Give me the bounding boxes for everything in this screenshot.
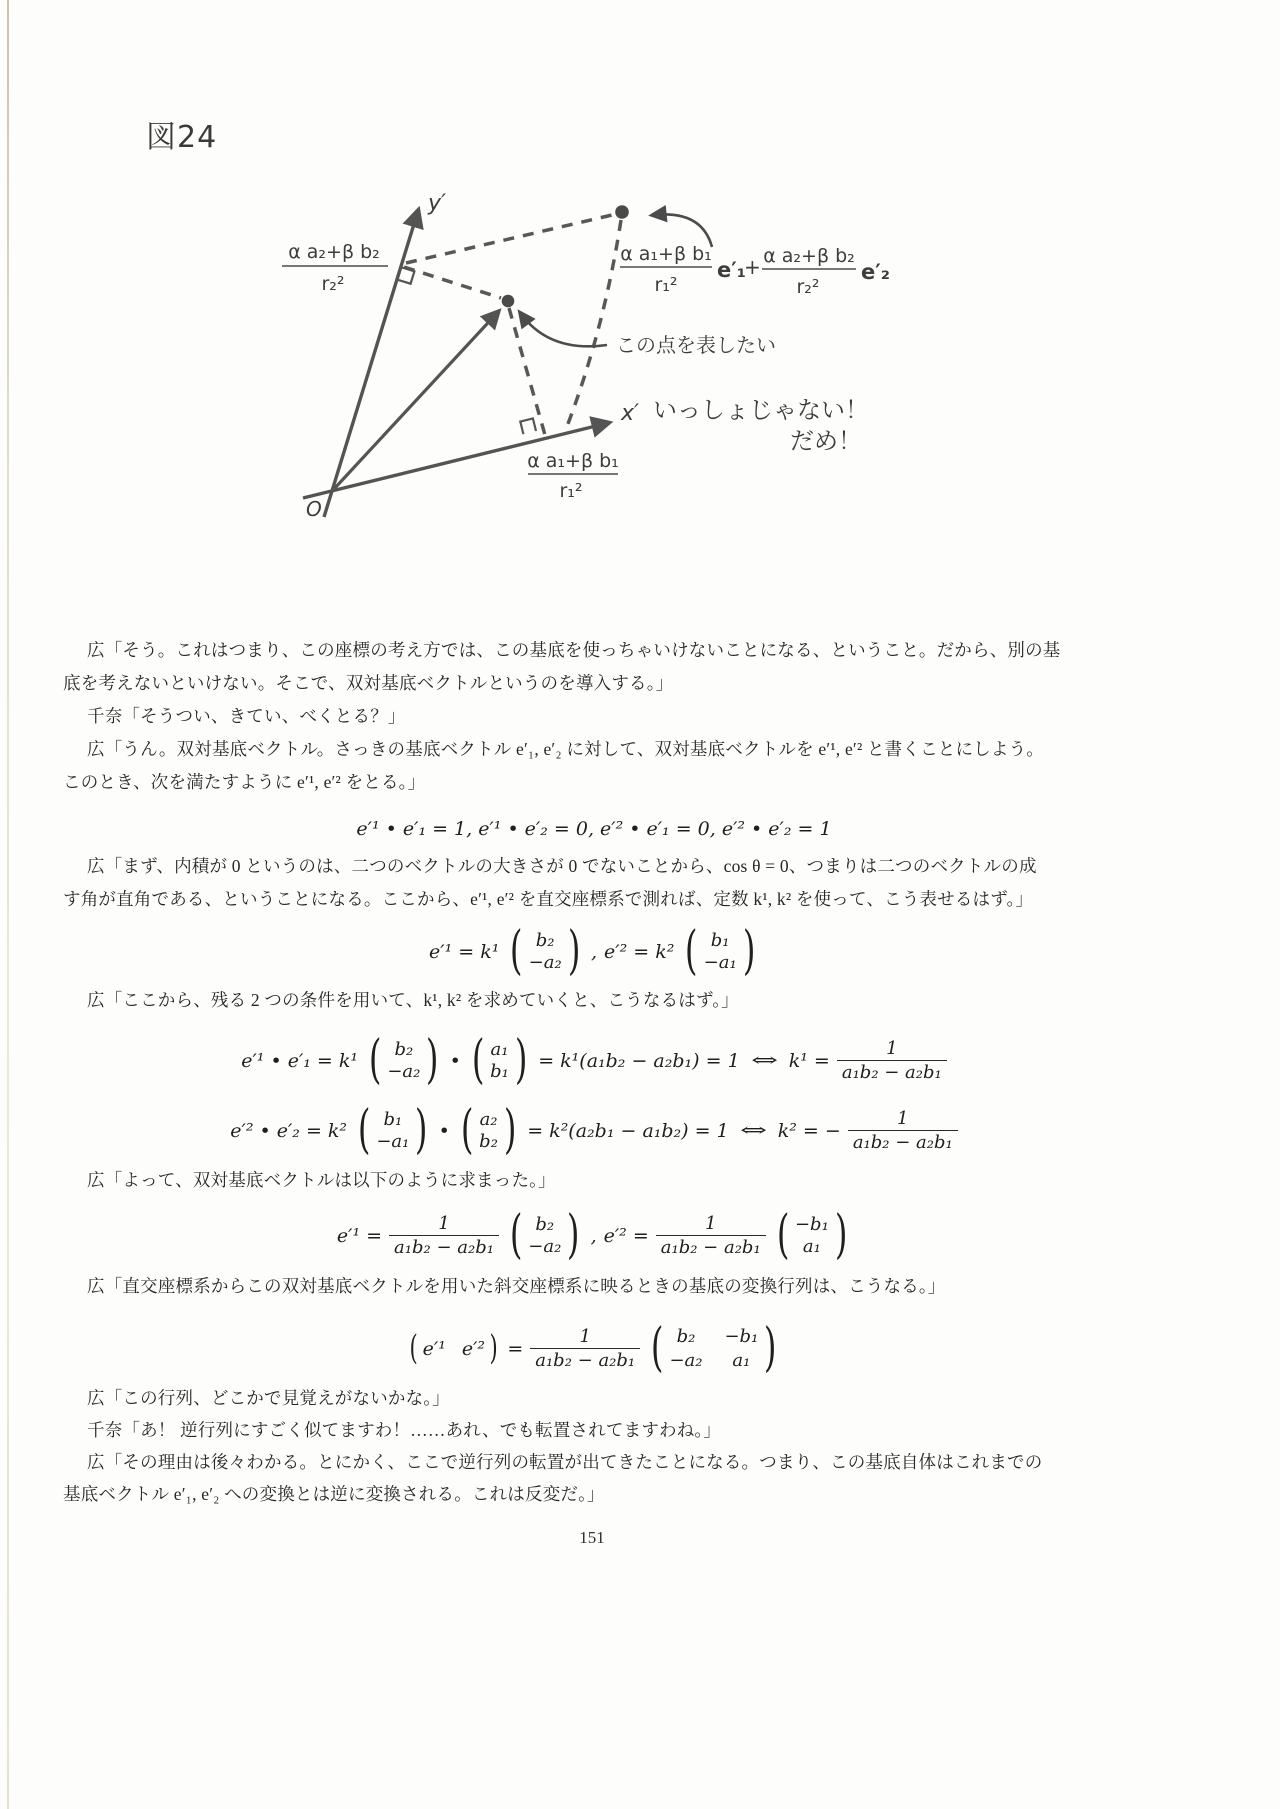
- eq3-dot-operator: •: [449, 1049, 461, 1072]
- eq4-dot-operator: •: [438, 1119, 450, 1142]
- figure-24-diagram: [250, 150, 890, 538]
- eq5-lhs1: e′¹ =: [336, 1224, 383, 1247]
- x-axis-label: x′: [621, 401, 640, 426]
- x-axis-coordinate-fraction: [527, 450, 619, 502]
- eq4-lhs: e′² • e′₂ = k²: [230, 1119, 348, 1142]
- scan-edge-artifact: [7, 0, 9, 1809]
- dialogue-hiro-3-line1: 広「まず、内積が 0 というのは、二つのベクトルの大きさが 0 でないことから、cos θ = 0、つまりは二つのベクトルの成: [87, 856, 1037, 876]
- eq1-text: e′¹ • e′₁ = 1, e′¹ • e′₂ = 0, e′² • e′₁ = 0, e′² • e′₂ = 1: [356, 818, 832, 840]
- y-fraction-denominator: r₂²: [321, 273, 345, 295]
- dialogue-hiro-8-line2: 基底ベクトル e′₁, e′₂ への変換とは逆に変換される。これは反変だ。」: [63, 1484, 605, 1504]
- equation-transformation-matrix: [63, 1318, 1125, 1378]
- dialogue-china-1: 千奈「そうつい、きてい、べくとる？」: [87, 706, 406, 726]
- dashed-sum-point-to-x-axis: [566, 220, 621, 429]
- eq2-vector2: ( b₁ −a₁ ): [685, 921, 756, 981]
- y-fraction-numerator: α a₂+β b₂: [288, 241, 380, 263]
- eq3-vector2: ( a₁ b₁ ): [471, 1030, 528, 1090]
- eq4-vector1: ( b₁ −a₁ ): [357, 1100, 428, 1160]
- dialogue-hiro-1-line1: 広「そう。これはつまり、この座標の考え方では、この基底を使っちゃいけないことになる、ということ。だから、別の基: [87, 640, 1061, 660]
- equation-duality-conditions: [63, 818, 1125, 840]
- eq6-fraction: $\frac{1}{\text{a₁b₂ − a₂b₁}}$: [530, 1325, 640, 1373]
- dialogue-hiro-2-line2: このとき、次を満たすように e′¹, e′² をとる。」: [63, 772, 426, 792]
- eq4-vector2: ( a₂ b₂ ): [460, 1100, 517, 1160]
- y-axis-coordinate-fraction: [282, 241, 388, 295]
- eq3-vector1: ( b₂ −a₂ ): [368, 1030, 439, 1090]
- eq6-row-vector: ( e′¹ e′² ): [409, 1328, 498, 1369]
- eq3-fraction: $\frac{1}{\text{a₁b₂ − a₂b₁}}$: [837, 1037, 947, 1085]
- formula-plus: +: [744, 255, 761, 279]
- eq2-lhs1: e′¹ = k¹: [429, 940, 500, 963]
- eq6-matrix: ( b₂ −b₁ −a₂ a₁ ): [650, 1318, 777, 1378]
- formula-e1: e′₁: [717, 258, 746, 282]
- formula-frac1-denominator: r₁²: [654, 274, 678, 296]
- formula-frac1-numerator: α a₁+β b₁: [620, 243, 712, 265]
- sum-point-dot: [615, 205, 629, 219]
- eq5-vector1: ( b₂ −a₂ ): [509, 1205, 580, 1265]
- equation-k2-derivation: [63, 1100, 1125, 1160]
- eq5-lhs2: e′² =: [603, 1224, 649, 1247]
- x-fraction-denominator: r₁²: [559, 480, 583, 502]
- eq2-lhs2: e′² = k²: [604, 940, 675, 963]
- figure-title: 図24: [146, 120, 218, 155]
- eq5-fraction2: $\frac{1}{\text{a₁b₂ − a₂b₁}}$: [656, 1212, 766, 1260]
- point-annotation-text: この点を表したい: [616, 333, 776, 357]
- dialogue-hiro-7: 広「この行列、どこかで見覚えがないかな。」: [87, 1388, 450, 1408]
- eq5-fraction1: $\frac{1}{\text{a₁b₂ − a₂b₁}}$: [389, 1212, 499, 1260]
- formula-frac2-numerator: α a₂+β b₂: [763, 245, 855, 267]
- sum-point-formula: [620, 243, 890, 298]
- dialogue-china-2: 千奈「あ！ 逆行列にすごく似てますわ！……あれ、でも転置されてますわね。」: [87, 1420, 722, 1440]
- page-number: 151: [579, 1528, 605, 1547]
- formula-e2: e′₂: [861, 260, 890, 284]
- eq3-rhs: k¹ =: [788, 1049, 830, 1072]
- x-fraction-numerator: α a₁+β b₁: [527, 450, 619, 472]
- eq2-vector1: ( b₂ −a₂ ): [510, 921, 581, 981]
- eq4-fraction: $\frac{1}{\text{a₁b₂ − a₂b₁}}$: [848, 1107, 958, 1155]
- dialogue-hiro-8-line1: 広「その理由は後々わかる。とにかく、ここで逆行列の転置が出てきたことになる。つまり、この基底自体はこれまでの: [87, 1452, 1043, 1472]
- not-same-annotation-line2: だめ！: [790, 427, 862, 455]
- eq5-comma: ,: [590, 1224, 597, 1247]
- formula-frac2-denominator: r₂²: [796, 276, 820, 298]
- target-point-dot: [502, 295, 515, 308]
- dialogue-hiro-5: 広「よって、双対基底ベクトルは以下のように求まった。」: [87, 1170, 556, 1190]
- dialogue-hiro-4: 広「ここから、残る 2 つの条件を用いて、k¹, k² を求めていくと、こうなるはず。」: [87, 990, 739, 1010]
- origin-label: O: [306, 497, 322, 521]
- eq3-mid: = k¹(a₁b₂ − a₂b₁) = 1: [538, 1049, 740, 1072]
- dialogue-hiro-1-line2: 底を考えないといけない。そこで、双対基底ベクトルというのを導入する。」: [63, 673, 674, 693]
- eq6-equals: =: [507, 1337, 524, 1360]
- eq3-lhs: e′¹ • e′₁ = k¹: [241, 1049, 359, 1072]
- dashed-target-point-to-x-axis: [509, 308, 545, 435]
- dashed-yfoot-to-target-point: [404, 267, 501, 298]
- dashed-yfoot-to-sum-point: [406, 215, 612, 263]
- equation-dual-basis-form: [63, 921, 1125, 981]
- eq5-vector2: ( −b₁ a₁ ): [776, 1205, 848, 1265]
- equation-k1-derivation: [63, 1030, 1125, 1090]
- y-axis-label: y′: [428, 191, 447, 216]
- dialogue-hiro-2-line1: 広「うん。双対基底ベクトル。さっきの基底ベクトル e′₁, e′₂ に対して、双対基底ベクトルを e′¹, e′² と書くことにしよう。: [87, 739, 1044, 759]
- eq4-mid: = k²(a₂b₁ − a₁b₂) = 1: [527, 1119, 729, 1142]
- eq4-rhs: k² = −: [777, 1119, 841, 1142]
- right-angle-mark-x-axis: [520, 418, 536, 434]
- dialogue-hiro-3-line2: す角が直角である、ということになる。ここから、e′¹, e′² を直交座標系で測れば、定数 k¹, k² を使って、こう表せるはず。」: [63, 889, 1034, 909]
- eq4-iff-arrow: ⇔: [739, 1120, 767, 1142]
- eq3-iff-arrow: ⇔: [750, 1050, 778, 1072]
- eq2-comma: ,: [590, 940, 598, 963]
- equation-dual-basis-result: [63, 1205, 1125, 1265]
- dialogue-hiro-6: 広「直交座標系からこの双対基底ベクトルを用いた斜交座標系に映るときの基底の変換行列は、こうなる。」: [87, 1276, 946, 1296]
- not-same-annotation-line1: いっしょじゃない！: [653, 396, 869, 424]
